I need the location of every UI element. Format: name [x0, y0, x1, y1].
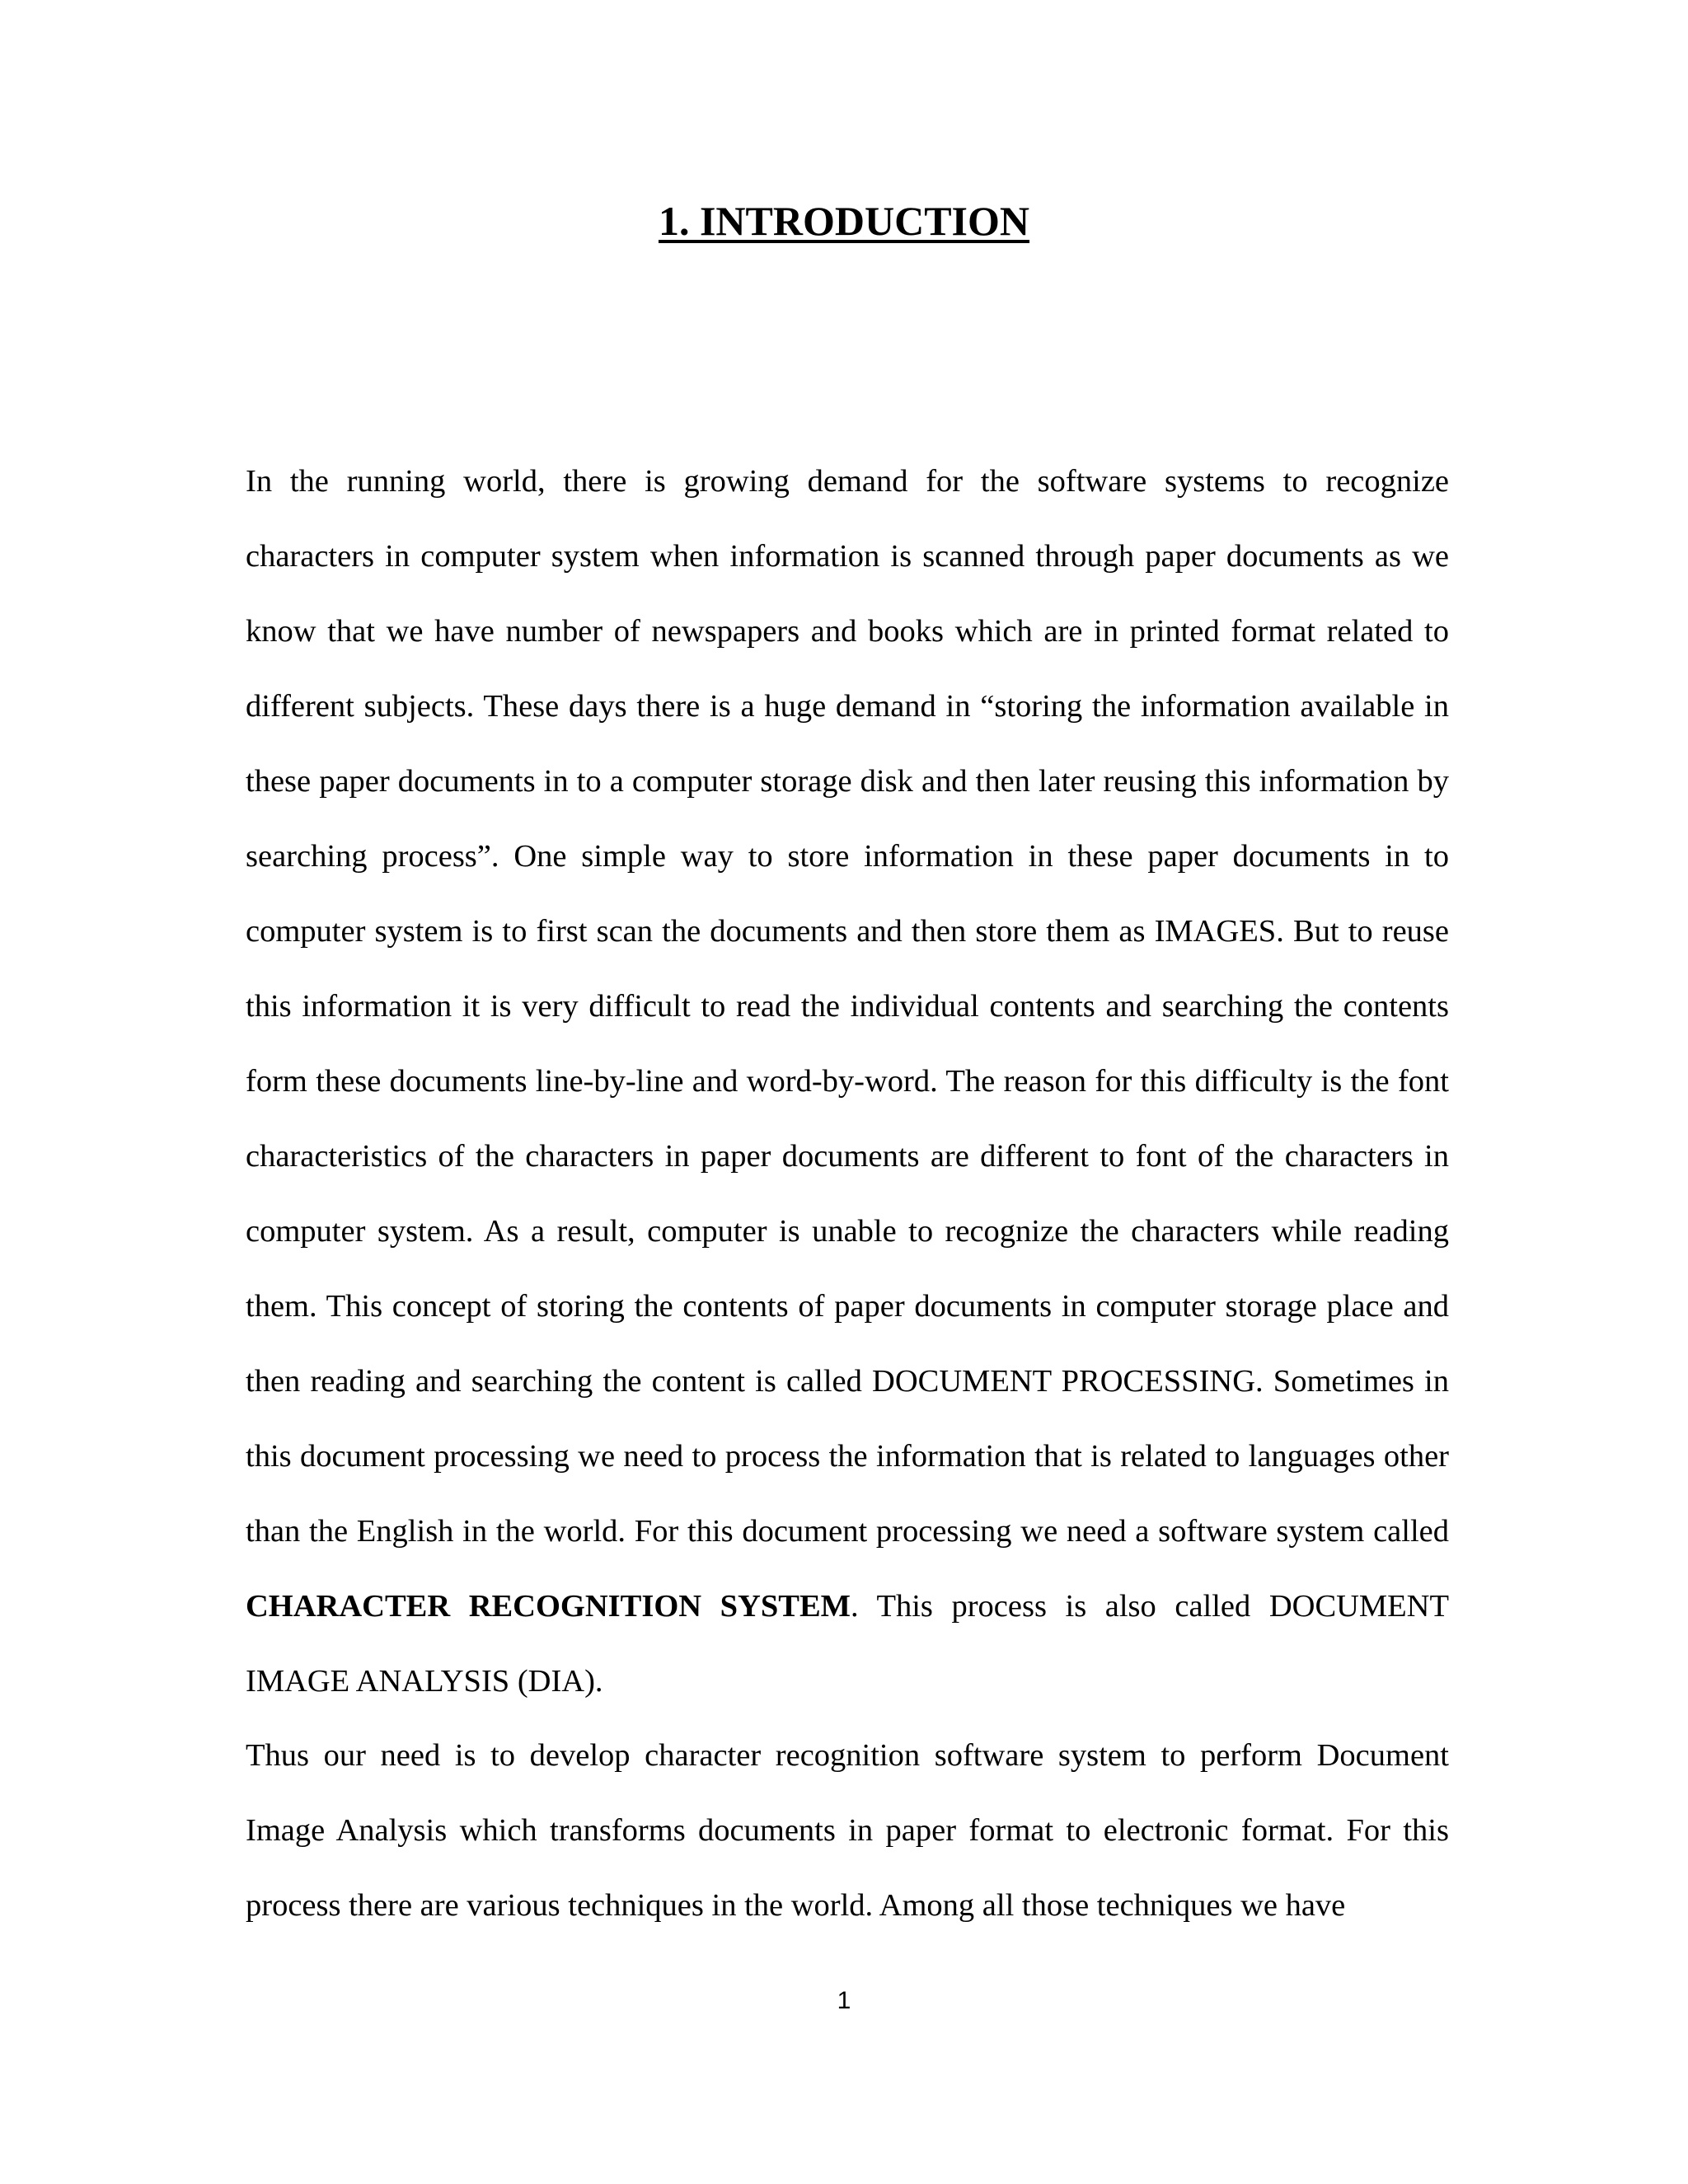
page-number: 1 [837, 1987, 851, 2014]
intro-paragraph-1 [246, 444, 1449, 1719]
paragraph-1-text-end: . This process is also called DOCUMENT IMAGE ANALYSIS (DIA). [246, 1589, 1449, 1699]
page-title-text: 1. INTRODUCTION [658, 198, 1030, 244]
paragraph-1-bold-term: CHARACTER RECOGNITION SYSTEM [246, 1589, 851, 1624]
paragraph-1-text: In the running world, there is growing demand for the software systems to recognize characters in computer system when information is scanned through paper documents as we know that we have number of newspapers and books which are in printed format related to different subjects. These days there is a huge demand in “storing the information available in these paper documents in to a computer storage disk and then later reusing this information by searching process”. One simple way to store information in these paper documents in to computer system is to first scan the documents and then store them as IMAGES. But to reuse this information it is very difficult to read the individual contents and searching the contents form these documents line-by-line and word-by-word. The reason for this difficulty is the font characteristics of the characters in paper documents are different to font of the characters in computer system. As a result, computer is unable to recognize the characters while reading them. This concept of storing the contents of paper documents in computer storage place and then reading and searching the content is called DOCUMENT PROCESSING. Sometimes in this document processing we need to process the information that is related to languages other than the English in the world. For this document processing we need a software system called [246, 464, 1449, 1549]
intro-paragraph-2: Thus our need is to develop character recognition software system to perform Document Image Analysis which transforms documents in paper format to electronic format. For this process there are various techniques in the world. Among all those techniques we have [246, 1738, 1449, 1923]
page-title [0, 191, 1688, 251]
